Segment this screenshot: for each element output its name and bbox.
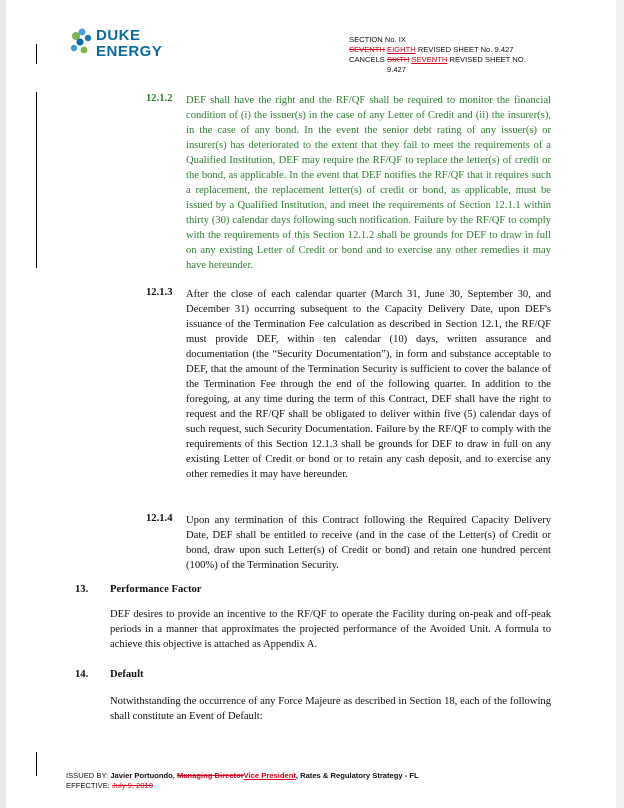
change-bar-section xyxy=(36,92,37,268)
section-text-12-1-4: Upon any termination of this Contract following the Required Capacity Delivery Date, DEF shall be entitled to receive (and in the case of the Letter(s) of Credit or bond, draw upon such Letter(s) of Credit or bond) and retain one hundred percent (100%) of the Termination Security. xyxy=(186,515,551,571)
issued-by-line xyxy=(66,771,419,781)
logo-line-1: DUKE xyxy=(96,27,141,44)
section-number-13: 13. xyxy=(75,584,89,595)
section-text-12-1-2: DEF shall have the right and the RF/QF shall be required to monitor the financial condition of (i) the issuer(s) in the case of any Letter of Credit and (ii) the insurer(s), in the case of any bond. In the event the senior debt rating of any issuer(s) or insurer(s) has deteriorated to the extent that they fail to meet the requirements of a Qualified Institution, DEF may require the RF/QF to replace the letter(s) of credit or the bond, as applicable. In the event that DEF notifies the RF/QF that it requires such a replacement, the replacement letter(s) of credit or bond, as applicable, must be issued by a Qualified Institution, and meet the requirements of Section 12.1.1 within thirty (30) calendar days following such notification. Failure by the RF/QF to comply with the requirements of this Section 12.1.2 shall be grounds for DEF to draw in full on any existing Letter of Credit or bond and to exercise any other remedies it may have hereunder. xyxy=(186,95,551,271)
sheet-rest: REVISED SHEET No. 9.427 xyxy=(417,45,514,54)
cancels-rest: REVISED SHEET NO. xyxy=(449,55,526,64)
cancels-sheet: 9.427 xyxy=(387,65,407,74)
title-rest: , Rates & Regulatory Strategy - FL xyxy=(295,771,419,780)
section-text-12-1-3: After the close of each calendar quarter (March 31, June 30, September 30, and December 31) occurring subsequent to the Capacity Delivery Date, upon DEF's issuance of the Termination Fee calculation as described in Section 12.1, the RF/QF must provide DEF, within ten calendar (10) days, written assurance and documentation (the “Security Documentation”), in form and substance acceptable to DEF, that the amount of the Termination Security is sufficient to cover the balance of the Termination Fee through the end of the following quarter. In addition to the foregoing, at any time during the term of this Contract, DEF shall have the right to request and the RF/QF shall be obligated to deliver within five (5) calendar days of such request, such Security Documentation. Failure by the RF/QF to comply with the requirements of this Section 12.1.3 shall be grounds for DEF to draw in full on any existing Letter of Credit or bond or to retain any cash deposit, and to exercise any other remedies it may have hereunder. xyxy=(186,289,551,480)
logo-wordmark xyxy=(96,28,162,60)
page-edge-right xyxy=(616,0,624,808)
section-number-14: 14. xyxy=(75,669,89,680)
cancels-line xyxy=(349,55,526,65)
effective-date-old: July 9, 2010 xyxy=(112,781,153,790)
cancels-prefix: CANCELS xyxy=(349,55,387,64)
title-old: Managing Director xyxy=(177,771,244,780)
effective-label: EFFECTIVE: xyxy=(66,781,112,790)
sheet-new: EIGHTH xyxy=(387,45,416,54)
section-number-12-1-3: 12.1.3 xyxy=(146,287,173,298)
cancels-new: SEVENTH xyxy=(411,55,448,64)
page-footer xyxy=(66,771,419,791)
title-new: Vice President xyxy=(243,771,296,780)
page-edge-left xyxy=(0,0,6,808)
change-bar-footer xyxy=(36,752,37,776)
section-number-12-1-2: 12.1.2 xyxy=(146,93,173,104)
issued-label: ISSUED BY: xyxy=(66,771,111,780)
section-text-14: Notwithstanding the occurrence of any Force Majeure as described in Section 18, each of the following shall constitute an Event of Default: xyxy=(110,696,551,722)
sheet-header xyxy=(349,35,526,75)
section-title-13: Performance Factor xyxy=(110,584,202,595)
section-title-14: Default xyxy=(110,669,144,680)
cancels-old: SIXTH xyxy=(386,55,410,64)
issued-name: Javier Portuondo, xyxy=(110,771,177,780)
effective-line xyxy=(66,781,419,791)
sheet-old: SEVENTH xyxy=(349,45,385,54)
logo-line-2: ENERGY xyxy=(96,43,163,60)
section-number: SECTION No. IX xyxy=(349,35,406,44)
section-text-13: DEF desires to provide an incentive to the RF/QF to operate the Facility during on-peak and off-peak periods in a manner that approximates the projected performance of the Avoided Unit. A formula to achieve this objective is attached as Appendix A. xyxy=(110,609,551,650)
change-bar-header xyxy=(36,44,37,64)
sheet-line xyxy=(349,45,526,55)
section-number-12-1-4: 12.1.4 xyxy=(146,513,173,524)
